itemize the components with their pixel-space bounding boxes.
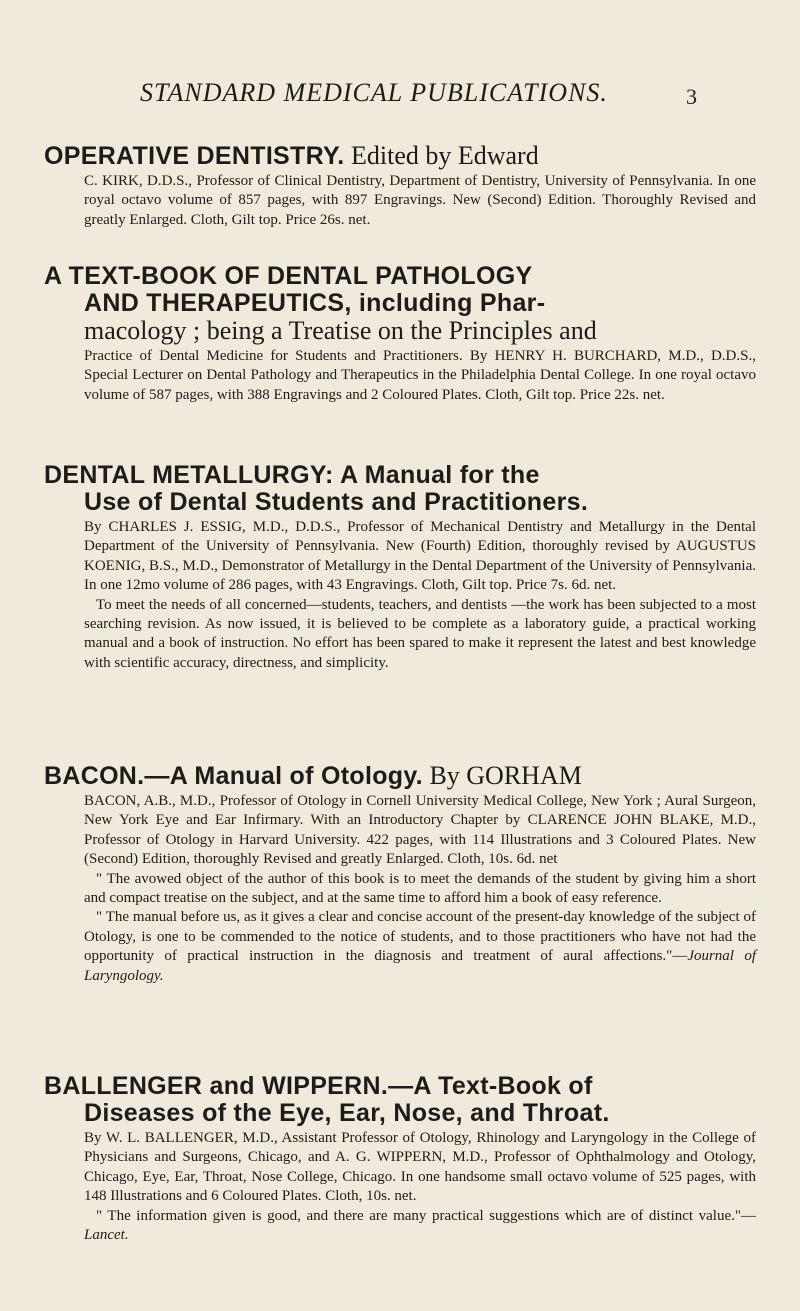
entry-title-line2: AND THERAPEUTICS,	[84, 289, 352, 317]
entry-title: DENTAL METALLURGY:	[44, 461, 334, 489]
entry-review-quote	[44, 1207, 756, 1246]
entry-ballenger-wippern	[44, 1073, 756, 1245]
entry-heading-line2	[44, 489, 756, 516]
entry-title: OPERATIVE DENTISTRY.	[44, 142, 345, 170]
entry-dental-pathology	[44, 263, 756, 405]
entry-heading	[44, 1073, 756, 1100]
review-text: " The manual before us, as it gives a clear and concise account of the present-day knowledge of the subject of Otology, is one to be commended to the notice of students, and to those practitioners who have not had the opportunity of practical instruction in the diagnosis and treatment of aural affections."—	[84, 909, 756, 965]
entry-heading-rest: Edited by Edward	[344, 141, 539, 170]
entry-description: Practice of Dental Medicine for Students and Practitioners. By HENRY H. BURCHARD, M.D., D.D.S., Special Lecturer on Dental Pathology and Therapeutics in the Philadelphia Dental College. In one royal octavo volume of 587 pages, with 388 Engravings and 2 Coloured Plates. Cloth, Gilt top. Price 22s. net.	[84, 348, 756, 403]
entry-dental-metallurgy	[44, 462, 756, 673]
entry-heading-line2	[44, 1100, 756, 1127]
entry-title: BACON.	[44, 762, 145, 790]
entry-title: A TEXT-BOOK OF DENTAL PATHOLOGY	[44, 262, 533, 290]
entry-subtitle: Use of Dental Students and Practitioners.	[84, 488, 589, 516]
entry-heading-rest: —A Text-Book of	[388, 1072, 593, 1100]
entry-heading-line3	[44, 317, 756, 345]
entry-description: C. KIRK, D.D.S., Professor of Clinical Dentistry, Department of Dentistry, University of Pennsylvania. In one royal octavo volume of 857 pages, with 897 Engravings. New (Second) Edition. Thoroughly Revised and greatly Enlarged. Cloth, Gilt top. Price 26s. net.	[84, 173, 756, 228]
entry-subtitle: macology ; being a Treatise on the Principles and	[84, 316, 597, 345]
entry-heading-rest: A Manual for the	[333, 461, 540, 489]
entry-heading-rest: including Phar-	[351, 289, 546, 317]
review-source: Lancet.	[84, 1227, 129, 1244]
entry-review-quote	[44, 908, 756, 986]
entry-description: By CHARLES J. ESSIG, M.D., D.D.S., Professor of Mechanical Dentistry and Metallurgy in the Dental Department of the University of Pennsylvania. New (Fourth) Edition, thoroughly revised by AUGUSTUS KOENIG, B.S., M.D., Demonstrator of Metallurgy in the Dental Department of the University of Pennsylvania. In one 12mo volume of 286 pages, with 43 Engravings. Cloth, Gilt top. Price 7s. 6d. net.	[84, 519, 756, 594]
entry-title: BALLENGER and WIPPERN.	[44, 1072, 389, 1100]
entry-heading	[44, 263, 756, 290]
entry-operative-dentistry	[44, 142, 756, 230]
entry-bacon-otology	[44, 762, 756, 986]
entry-heading-rest: —A Manual of Otology.	[144, 762, 423, 790]
entry-review-quote: " The avowed object of the author of this book is to meet the demands of the student by giving him a short and compact treatise on the subject, and at the same time to afford him a book of easy reference.	[84, 870, 756, 907]
entry-subtitle: Diseases of the Eye, Ear, Nose, and Throat.	[84, 1099, 610, 1127]
entry-heading-tail: By GORHAM	[422, 761, 582, 790]
entry-note: To meet the needs of all concerned—students, teachers, and dentists —the work has been subjected to a most searching revision. As now issued, it is believed to be complete as a laboratory guide, a practical working manual and a book of instruction. No effort has been spared to make it represent the latest and best knowledge with scientific accuracy, directness, and simplicity.	[84, 596, 756, 671]
review-source: Journal of Laryngology.	[84, 948, 756, 984]
entry-heading-line2	[44, 290, 756, 317]
entry-heading	[44, 142, 756, 170]
entry-heading	[44, 762, 756, 790]
review-text: " The information given is good, and there are many practical suggestions which are of distinct value."—	[96, 1207, 756, 1224]
page-number: 3	[686, 84, 697, 109]
running-head: STANDARD MEDICAL PUBLICATIONS.	[140, 78, 608, 107]
entry-description: By W. L. BALLENGER, M.D., Assistant Professor of Otology, Rhinology and Laryngology in the College of Physicians and Surgeons, Chicago, and A. G. WIPPERN, M.D., Professor of Ophthalmology and Otology, Chicago, Eye, Ear, Throat, Nose College, Chicago. In one handsome small octavo volume of 525 pages, with 148 Illustrations and 6 Coloured Plates. Cloth, 10s. net.	[84, 1130, 756, 1205]
entry-description: BACON, A.B., M.D., Professor of Otology in Cornell University Medical College, New York ; Aural Surgeon, New York Eye and Ear Infirmary. With an Introductory Chapter by CLARENCE JOHN BLAKE, M.D., Professor of Otology in Harvard University. 422 pages, with 114 Illustrations and 3 Coloured Plates. New (Second) Edition, thoroughly Revised and greatly Enlarged. Cloth, 10s. 6d. net	[84, 793, 756, 868]
entry-heading	[44, 462, 756, 489]
